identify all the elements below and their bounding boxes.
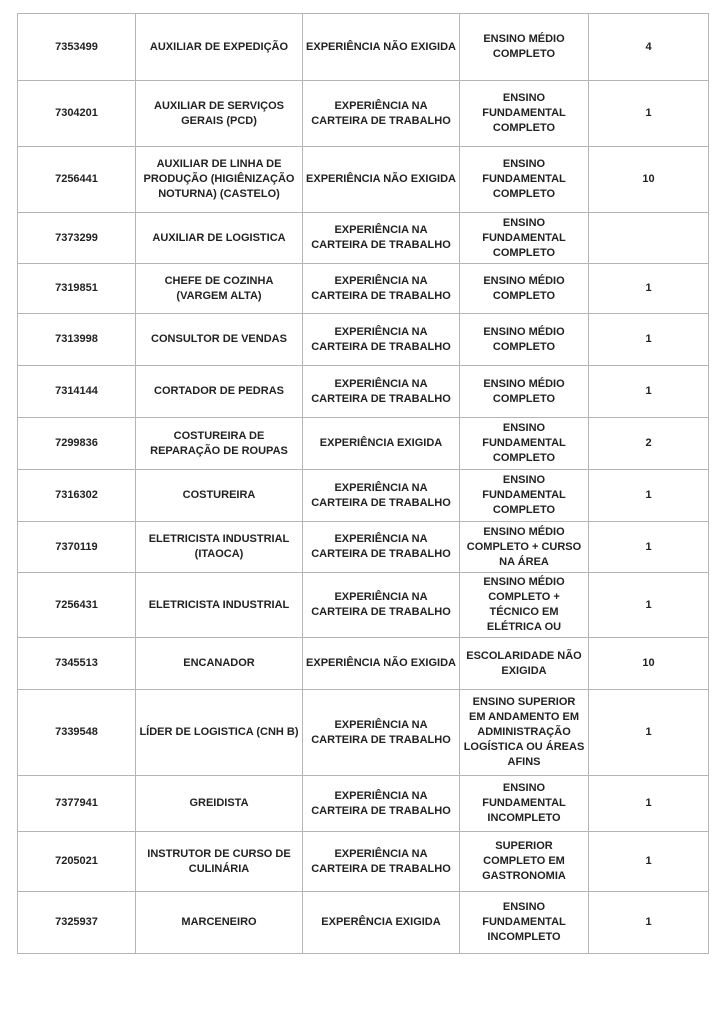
table-row: [18, 690, 709, 776]
education-cell: ENSINO FUNDAMENTAL COMPLETO: [460, 147, 589, 213]
table-row: [18, 264, 709, 314]
vacancy-id-cell: 7316302: [18, 470, 136, 522]
education-cell: ENSINO FUNDAMENTAL COMPLETO: [460, 470, 589, 522]
job-title-cell: LÍDER DE LOGISTICA (CNH B): [136, 690, 303, 776]
experience-cell: EXPERIÊNCIA NA CARTEIRA DE TRABALHO: [303, 264, 460, 314]
experience-cell: EXPERIÊNCIA NA CARTEIRA DE TRABALHO: [303, 314, 460, 366]
education-cell: ENSINO SUPERIOR EM ANDAMENTO EM ADMINISTRAÇÃO LOGÍSTICA OU ÁREAS AFINS: [460, 690, 589, 776]
quantity-cell: 1: [589, 573, 709, 638]
table-row: [18, 832, 709, 892]
education-cell: ENSINO MÉDIO COMPLETO: [460, 314, 589, 366]
table-row: [18, 522, 709, 573]
experience-cell: EXPERÊNCIA EXIGIDA: [303, 892, 460, 954]
table-row: [18, 314, 709, 366]
job-title-cell: AUXILIAR DE EXPEDIÇÃO: [136, 14, 303, 81]
quantity-cell: 1: [589, 690, 709, 776]
quantity-cell: 4: [589, 14, 709, 81]
experience-cell: EXPERIÊNCIA NA CARTEIRA DE TRABALHO: [303, 81, 460, 147]
vacancy-id-cell: 7377941: [18, 776, 136, 832]
job-title-cell: ENCANADOR: [136, 638, 303, 690]
vacancy-id-cell: 7299836: [18, 418, 136, 470]
table-row: [18, 147, 709, 213]
table-row: [18, 470, 709, 522]
quantity-cell: [589, 213, 709, 264]
quantity-cell: 1: [589, 832, 709, 892]
table-row: [18, 213, 709, 264]
job-title-cell: AUXILIAR DE SERVIÇOS GERAIS (PCD): [136, 81, 303, 147]
education-cell: ENSINO MÉDIO COMPLETO: [460, 264, 589, 314]
table-row: [18, 81, 709, 147]
education-cell: ENSINO MÉDIO COMPLETO + CURSO NA ÁREA: [460, 522, 589, 573]
vacancy-id-cell: 7314144: [18, 366, 136, 418]
education-cell: ENSINO FUNDAMENTAL COMPLETO: [460, 213, 589, 264]
experience-cell: EXPERIÊNCIA NA CARTEIRA DE TRABALHO: [303, 213, 460, 264]
table-row: [18, 638, 709, 690]
job-title-cell: MARCENEIRO: [136, 892, 303, 954]
experience-cell: EXPERIÊNCIA NÃO EXIGIDA: [303, 638, 460, 690]
table-row: [18, 573, 709, 638]
vacancy-id-cell: 7319851: [18, 264, 136, 314]
quantity-cell: 1: [589, 470, 709, 522]
experience-cell: EXPERIÊNCIA NÃO EXIGIDA: [303, 147, 460, 213]
job-title-cell: COSTUREIRA: [136, 470, 303, 522]
vacancy-id-cell: 7345513: [18, 638, 136, 690]
vacancy-id-cell: 7256431: [18, 573, 136, 638]
education-cell: ENSINO FUNDAMENTAL INCOMPLETO: [460, 776, 589, 832]
vacancy-id-cell: 7313998: [18, 314, 136, 366]
job-title-cell: AUXILIAR DE LINHA DE PRODUÇÃO (HIGIÊNIZAÇÃO NOTURNA) (CASTELO): [136, 147, 303, 213]
quantity-cell: 1: [589, 892, 709, 954]
education-cell: SUPERIOR COMPLETO EM GASTRONOMIA: [460, 832, 589, 892]
experience-cell: EXPERIÊNCIA NA CARTEIRA DE TRABALHO: [303, 832, 460, 892]
table-row: [18, 366, 709, 418]
job-title-cell: GREIDISTA: [136, 776, 303, 832]
job-title-cell: ELETRICISTA INDUSTRIAL: [136, 573, 303, 638]
job-vacancy-table: [17, 13, 709, 954]
table-row: [18, 14, 709, 81]
vacancy-id-cell: 7205021: [18, 832, 136, 892]
table-row: [18, 418, 709, 470]
experience-cell: EXPERIÊNCIA NA CARTEIRA DE TRABALHO: [303, 690, 460, 776]
quantity-cell: 1: [589, 264, 709, 314]
experience-cell: EXPERIÊNCIA NA CARTEIRA DE TRABALHO: [303, 366, 460, 418]
quantity-cell: 10: [589, 147, 709, 213]
vacancy-id-cell: 7339548: [18, 690, 136, 776]
job-title-cell: CHEFE DE COZINHA (VARGEM ALTA): [136, 264, 303, 314]
education-cell: ENSINO FUNDAMENTAL COMPLETO: [460, 418, 589, 470]
experience-cell: EXPERIÊNCIA NÃO EXIGIDA: [303, 14, 460, 81]
job-table-body: [18, 14, 709, 954]
vacancy-id-cell: 7304201: [18, 81, 136, 147]
education-cell: ENSINO FUNDAMENTAL COMPLETO: [460, 81, 589, 147]
quantity-cell: 1: [589, 776, 709, 832]
vacancy-id-cell: 7256441: [18, 147, 136, 213]
vacancy-id-cell: 7373299: [18, 213, 136, 264]
quantity-cell: 1: [589, 81, 709, 147]
quantity-cell: 2: [589, 418, 709, 470]
job-title-cell: COSTUREIRA DE REPARAÇÃO DE ROUPAS: [136, 418, 303, 470]
experience-cell: EXPERIÊNCIA NA CARTEIRA DE TRABALHO: [303, 573, 460, 638]
education-cell: ENSINO FUNDAMENTAL INCOMPLETO: [460, 892, 589, 954]
job-title-cell: CONSULTOR DE VENDAS: [136, 314, 303, 366]
experience-cell: EXPERIÊNCIA NA CARTEIRA DE TRABALHO: [303, 522, 460, 573]
job-title-cell: INSTRUTOR DE CURSO DE CULINÁRIA: [136, 832, 303, 892]
quantity-cell: 1: [589, 314, 709, 366]
vacancy-id-cell: 7325937: [18, 892, 136, 954]
job-title-cell: CORTADOR DE PEDRAS: [136, 366, 303, 418]
experience-cell: EXPERIÊNCIA EXIGIDA: [303, 418, 460, 470]
quantity-cell: 1: [589, 366, 709, 418]
table-row: [18, 776, 709, 832]
education-cell: ESCOLARIDADE NÃO EXIGIDA: [460, 638, 589, 690]
experience-cell: EXPERIÊNCIA NA CARTEIRA DE TRABALHO: [303, 470, 460, 522]
job-title-cell: AUXILIAR DE LOGISTICA: [136, 213, 303, 264]
education-cell: ENSINO MÉDIO COMPLETO + TÉCNICO EM ELÉTRICA OU: [460, 573, 589, 638]
quantity-cell: 10: [589, 638, 709, 690]
vacancy-id-cell: 7370119: [18, 522, 136, 573]
quantity-cell: 1: [589, 522, 709, 573]
job-title-cell: ELETRICISTA INDUSTRIAL (ITAOCA): [136, 522, 303, 573]
education-cell: ENSINO MÉDIO COMPLETO: [460, 14, 589, 81]
education-cell: ENSINO MÉDIO COMPLETO: [460, 366, 589, 418]
table-row: [18, 892, 709, 954]
experience-cell: EXPERIÊNCIA NA CARTEIRA DE TRABALHO: [303, 776, 460, 832]
vacancy-id-cell: 7353499: [18, 14, 136, 81]
